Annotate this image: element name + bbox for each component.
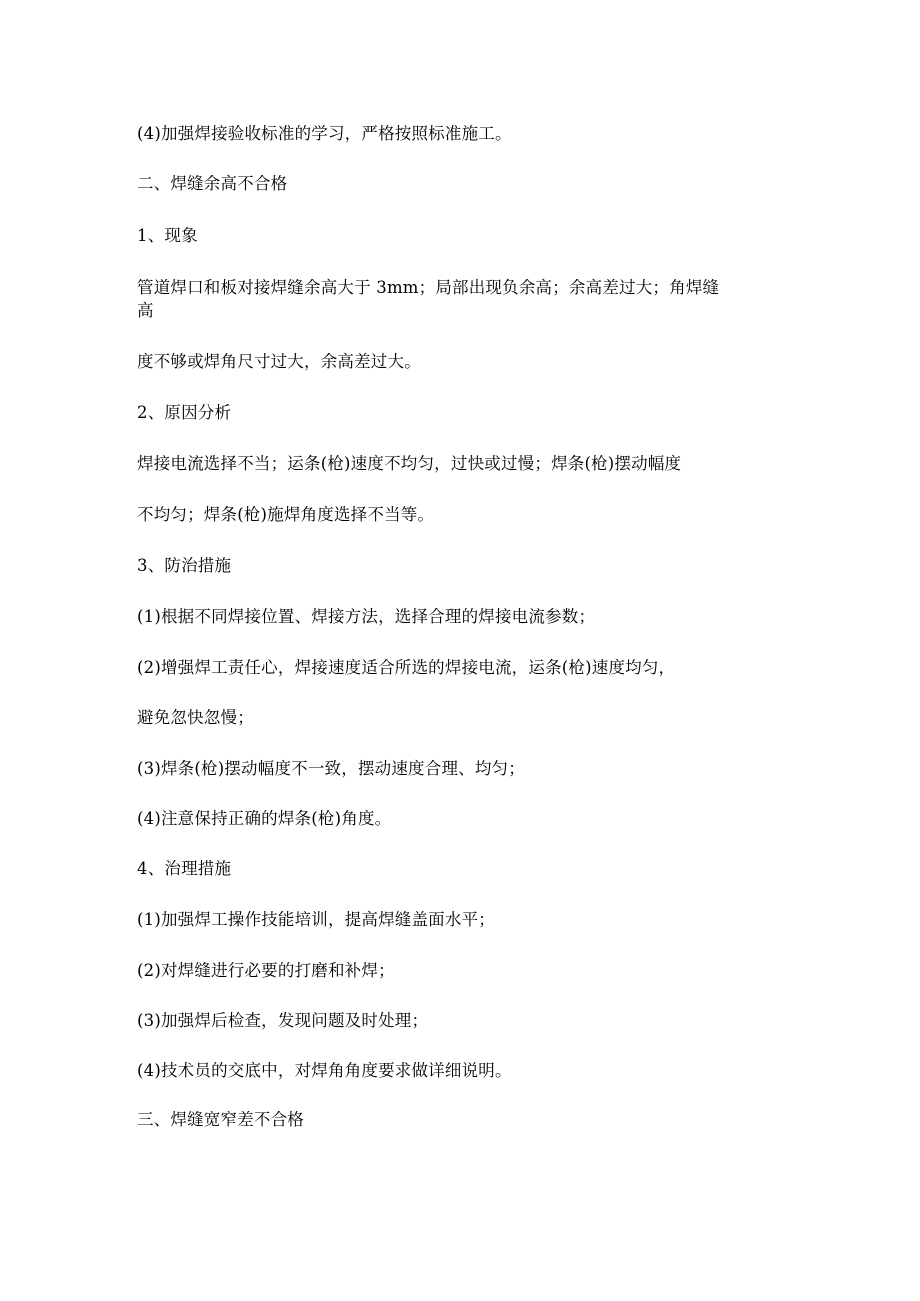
text-line: (4)注意保持正确的焊条(枪)角度。	[137, 809, 392, 828]
text-line: 避免忽快忽慢；	[137, 708, 254, 727]
text-line: 管道焊口和板对接焊缝余高大于 3mm；局部出现负余高；余高差过大；角焊缝	[137, 278, 720, 297]
text-line: (2)增强焊工责任心，焊接速度适合所选的焊接电流，运条(枪)速度均匀，	[137, 658, 676, 677]
subsection-heading: 1、现象	[137, 226, 198, 245]
text-line: 不均匀；焊条(枪)施焊角度选择不当等。	[137, 505, 435, 524]
text-line: 焊接电流选择不当；运条(枪)速度不均匀，过快或过慢；焊条(枪)摆动幅度	[137, 454, 682, 473]
text-line: (1)根据不同焊接位置、焊接方法，选择合理的焊接电流参数；	[137, 607, 596, 626]
text-line: (2)对焊缝进行必要的打磨和补焊；	[137, 961, 395, 980]
text-line: (3)焊条(枪)摆动幅度不一致，摆动速度合理、均匀；	[137, 759, 525, 778]
subsection-heading: 4、治理措施	[137, 859, 232, 878]
section-heading: 二、焊缝余高不合格	[137, 174, 288, 193]
text-line: (1)加强焊工操作技能培训，提高焊缝盖面水平；	[137, 910, 495, 929]
subsection-heading: 3、防治措施	[137, 556, 232, 575]
text-line: 高	[137, 301, 154, 320]
subsection-heading: 2、原因分析	[137, 403, 232, 422]
text-line: (4)加强焊接验收标准的学习，严格按照标准施工。	[137, 124, 512, 143]
section-heading: 三、焊缝宽窄差不合格	[137, 1110, 304, 1129]
text-line: 度不够或焊角尺寸过大，余高差过大。	[137, 352, 421, 371]
text-line: (4)技术员的交底中，对焊角角度要求做详细说明。	[137, 1061, 512, 1080]
text-line: (3)加强焊后检查，发现问题及时处理；	[137, 1011, 429, 1030]
